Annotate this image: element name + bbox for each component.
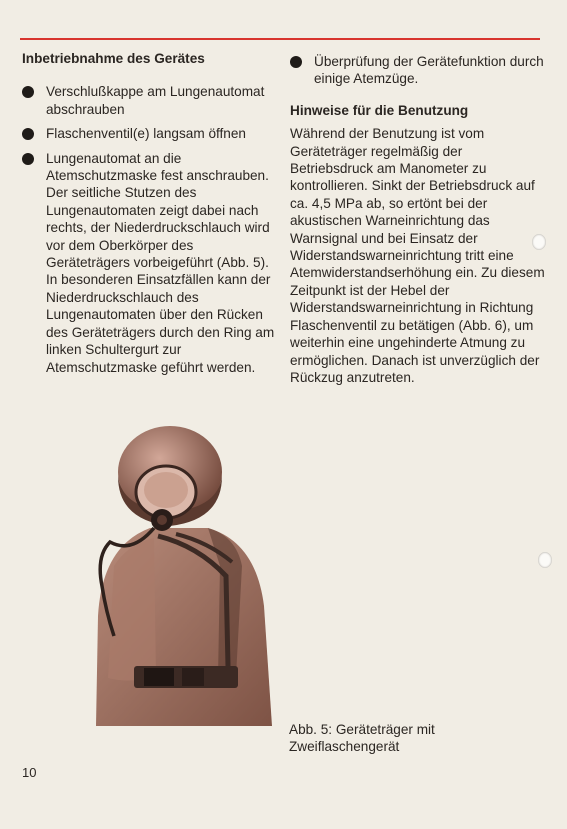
punch-hole [538, 552, 552, 568]
figure-caption: Abb. 5: Geräteträger mit Zweiflaschengerät [289, 722, 435, 755]
section-heading-usage: Hinweise für die Benutzung [290, 102, 469, 118]
list-item-text: Flaschenventil(e) langsam öffnen [46, 126, 246, 142]
usage-paragraph: Während der Benutzung ist vom Geräteträger regelmäßig der Betriebsdruck am Manometer zu kontrollieren. Sinkt der Betriebsdruck auf ca. 4,5 MPa ab, so ertönt bei der akustischen Warneinrichtung das Warnsignal und bei Einsatz der Widerstandswarneinrichtung tritt eine Atemwiderstandserhöhung ein. Zu diesem Zeitpunkt ist der Hebel der Widerstandswarneinrichtung in Richtung Flaschenventil zu betätigen (Abb. 6), um weiterhin eine ungehinderte Atmung zu ermöglichen. Danach ist unverzüglich der Rückzug anzutreten. [290, 126, 545, 385]
punch-hole [532, 234, 546, 250]
function-check-list [290, 53, 548, 88]
breathing-apparatus-photo [58, 416, 294, 726]
bullet-icon [22, 153, 34, 165]
list-item [22, 83, 280, 118]
list-item [22, 150, 280, 376]
list-item-text: Überprüfung der Gerätefunktion durch einige Atemzüge. [314, 54, 544, 87]
commissioning-list [22, 83, 280, 376]
list-item-text: Lungenautomat an die Atemschutzmaske fest anschrauben. Der seitliche Stutzen des Lungenautomaten zeigt dabei nach rechts, der Niederdruckschlauch wird vor dem Oberkörper des Geräteträgers vorbeigeführt (Abb. 5). In besonderen Einsatzfällen kann der Niederdruckschlauch des Lungenautomaten über den Rücken des Geräteträgers durch den Ring am linken Schultergurt zur Atemschutzmaske geführt werden. [46, 150, 275, 375]
right-column [290, 53, 548, 386]
list-item [22, 125, 280, 142]
bullet-icon [290, 56, 302, 68]
header-rule [20, 38, 540, 40]
left-column [22, 50, 280, 383]
section-heading-commissioning: Inbetriebnahme des Gerätes [22, 51, 205, 66]
list-item-text: Verschlußkappe am Lungenautomat abschrauben [46, 84, 265, 117]
page-number: 10 [22, 765, 37, 780]
bullet-icon [22, 86, 34, 98]
bullet-icon [22, 128, 34, 140]
list-item [290, 53, 548, 88]
